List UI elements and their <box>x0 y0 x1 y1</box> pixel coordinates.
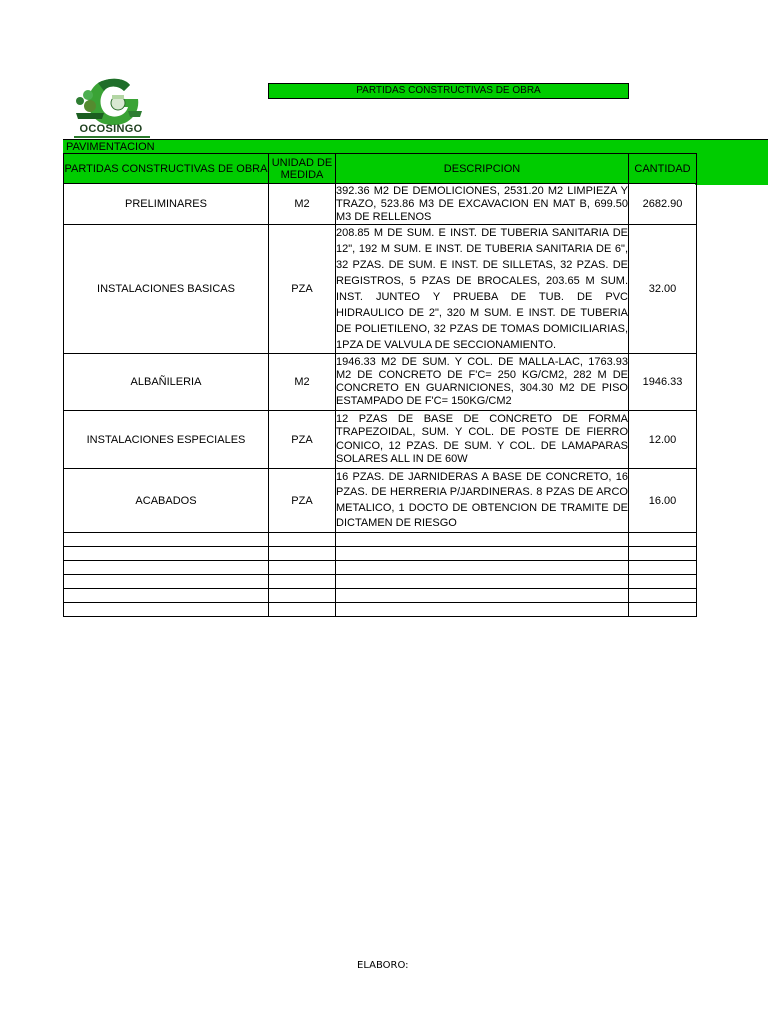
cell-partida: INSTALACIONES ESPECIALES <box>64 411 269 469</box>
empty-row <box>64 533 697 547</box>
column-header-partidas: PARTIDAS CONSTRUCTIVAS DE OBRA <box>64 154 269 184</box>
empty-row <box>64 561 697 575</box>
table-header-row <box>64 154 697 184</box>
cell-cantidad: 12.00 <box>629 411 697 469</box>
section-label: PAVIMENTACION <box>66 141 155 153</box>
column-header-descripcion: DESCRIPCION <box>336 154 629 184</box>
cell-partida: ACABADOS <box>64 469 269 533</box>
cell-partida: PRELIMINARES <box>64 184 269 225</box>
cell-descripcion: 12 PZAS DE BASE DE CONCRETO DE FORMA TRAPEZOIDAL, SUM. Y COL. DE POSTE DE FIERRO CONICO, 12 PZAS. DE SUM. Y COL. DE LAMAPARAS SOLARES ALL IN DE 60W <box>336 411 629 469</box>
column-header-cantidad: CANTIDAD <box>629 154 697 184</box>
empty-row <box>64 603 697 617</box>
table-row <box>64 225 697 354</box>
document-title: PARTIDAS CONSTRUCTIVAS DE OBRA <box>268 83 629 99</box>
cell-descripcion: 208.85 M DE SUM. E INST. DE TUBERIA SANITARIA DE 12", 192 M SUM. E INST. DE TUBERIA SANITARIA DE 6", 32 PZAS. DE SUM. E INST. DE SILLETAS, 32 PZAS. DE REGISTROS, 5 PZAS DE BROCALES, 203.65 M SUM. INST. JUNTEO Y PRUEBA DE TUB. DE PVC HIDRAULICO DE 2", 320 M SUM. E INST. DE TUBERIA DE POLIETILENO, 32 PZAS DE TOMAS DOMICILIARIAS, 1PZA DE VALVULA DE SECCIONAMIENTO. <box>336 225 629 354</box>
cell-unidad: M2 <box>269 354 336 411</box>
cell-cantidad: 2682.90 <box>629 184 697 225</box>
ocosingo-logo <box>68 73 158 139</box>
elaboro-label: ELABORO: <box>357 960 409 971</box>
cell-unidad: M2 <box>269 184 336 225</box>
cell-unidad: PZA <box>269 411 336 469</box>
empty-row <box>64 589 697 603</box>
partidas-table <box>63 153 697 617</box>
cell-descripcion: 16 PZAS. DE JARNIDERAS A BASE DE CONCRETO, 16 PZAS. DE HERRERIA P/JARDINERAS. 8 PZAS DE ARCO METALICO, 1 DOCTO DE OBTENCION DE TRAMITE DE DICTAMEN DE RIESGO <box>336 469 629 533</box>
section-band <box>63 139 768 154</box>
cell-descripcion: 392.36 M2 DE DEMOLICIONES, 2531.20 M2 LIMPIEZA Y TRAZO, 523.86 M3 DE EXCAVACION EN MAT B, 699.50 M3 DE RELLENOS <box>336 184 628 223</box>
cell-cantidad: 32.00 <box>629 225 697 354</box>
ocosingo-emblem-icon <box>68 73 154 125</box>
table-row <box>64 411 697 469</box>
cell-cantidad: 16.00 <box>629 469 697 533</box>
logo-underline <box>74 136 150 138</box>
logo-wordmark: OCOSINGO <box>79 123 143 135</box>
cell-unidad: PZA <box>269 469 336 533</box>
cell-cantidad: 1946.33 <box>629 354 697 411</box>
green-side-fill <box>695 153 768 185</box>
cell-partida: INSTALACIONES BASICAS <box>64 225 269 354</box>
cell-descripcion: 1946.33 M2 DE SUM. Y COL. DE MALLA-LAC, 1763.93 M2 DE CONCRETO DE F'C= 250 KG/CM2, 282 M DE CONCRETO EN GUARNICIONES, 304.30 M2 DE PISO ESTAMPADO DE F'C= 150KG/CM2 <box>336 354 629 411</box>
table-row <box>64 354 697 411</box>
empty-row <box>64 547 697 561</box>
empty-row <box>64 575 697 589</box>
table-row <box>64 184 697 225</box>
column-header-unidad: UNIDAD DE MEDIDA <box>269 154 336 184</box>
cell-partida: ALBAÑILERIA <box>64 354 269 411</box>
cell-unidad: PZA <box>269 225 336 354</box>
table-row <box>64 469 697 533</box>
